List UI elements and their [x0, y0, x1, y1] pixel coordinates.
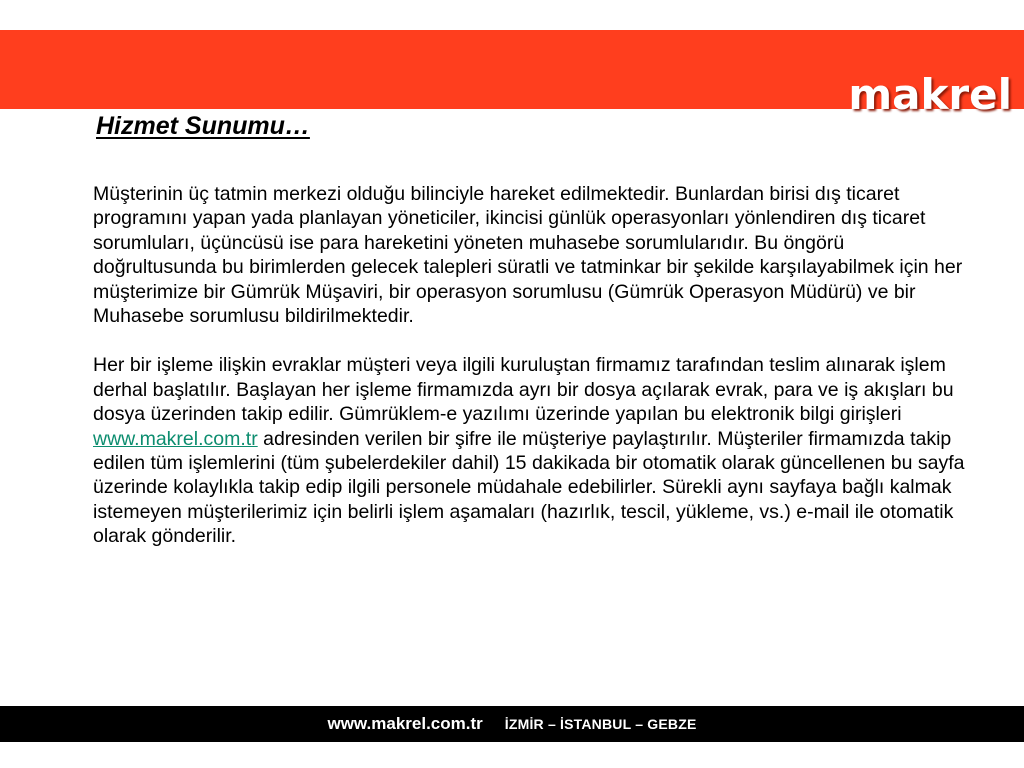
makrel-website-link[interactable]: www.makrel.com.tr: [93, 427, 258, 450]
makrel-logo: makrel: [848, 70, 1012, 119]
paragraph-text-before-link: Her bir işleme ilişkin evraklar müşteri veya ilgili kuruluştan firmamız tarafından teslim alınarak işlem derhal başlatılır. Başlayan her işleme firmamızda ayrı bir dosya açılarak evrak, para ve iş akışları bu dosya üzerinden takip edilir. Gümrüklem-e yazılımı üzerinde yapılan bu elektronik bilgi girişleri: [93, 354, 954, 426]
footer-cities: İZMİR – İSTANBUL – GEBZE: [504, 716, 697, 732]
slide-body: [93, 182, 973, 549]
paragraph-text-after-link: adresinden verilen bir şifre ile müşteriye paylaştırılır. Müşteriler firmamızda takip edilen tüm işlemlerini (tüm şubelerdekiler dahil) 15 dakikada bir otomatik olarak güncellenen bu sayfa üzerinde kolaylıkla takip edip ilgili personele müdahale edebilirler. Sürekli aynı sayfaya bağlı kalmak istemeyen müşterilerimiz için belirli işlem aşamaları (hazırlık, tescil, yükleme, vs.) e-mail ile otomatik olarak gönderilir.: [93, 427, 965, 548]
header-band: [0, 30, 1024, 119]
paragraph-tracking-process: [93, 353, 973, 548]
slide-title: Hizmet Sunumu…: [96, 112, 310, 140]
paragraph-service-contacts: Müşterinin üç tatmin merkezi olduğu bilinciyle hareket edilmektedir. Bunlardan birisi dış ticaret programını yapan yada planlayan yöneticiler, ikincisi günlük operasyonları yönlendiren dış ticaret sorumluları, üçüncüsü ise para hareketini yöneten muhasebe sorumlularıdır. Bu öngörü doğrultusunda bu birimlerden gelecek talepleri süratli ve tatminkar bir şekilde karşılayabilmek için her müşterimize bir Gümrük Müşaviri, bir operasyon sorumlusu (Gümrük Operasyon Müdürü) ve bir Muhasebe sorumlusu bildirilmektedir.: [93, 183, 963, 328]
footer-bar: [0, 706, 1024, 742]
footer-website: www.makrel.com.tr: [327, 714, 483, 733]
